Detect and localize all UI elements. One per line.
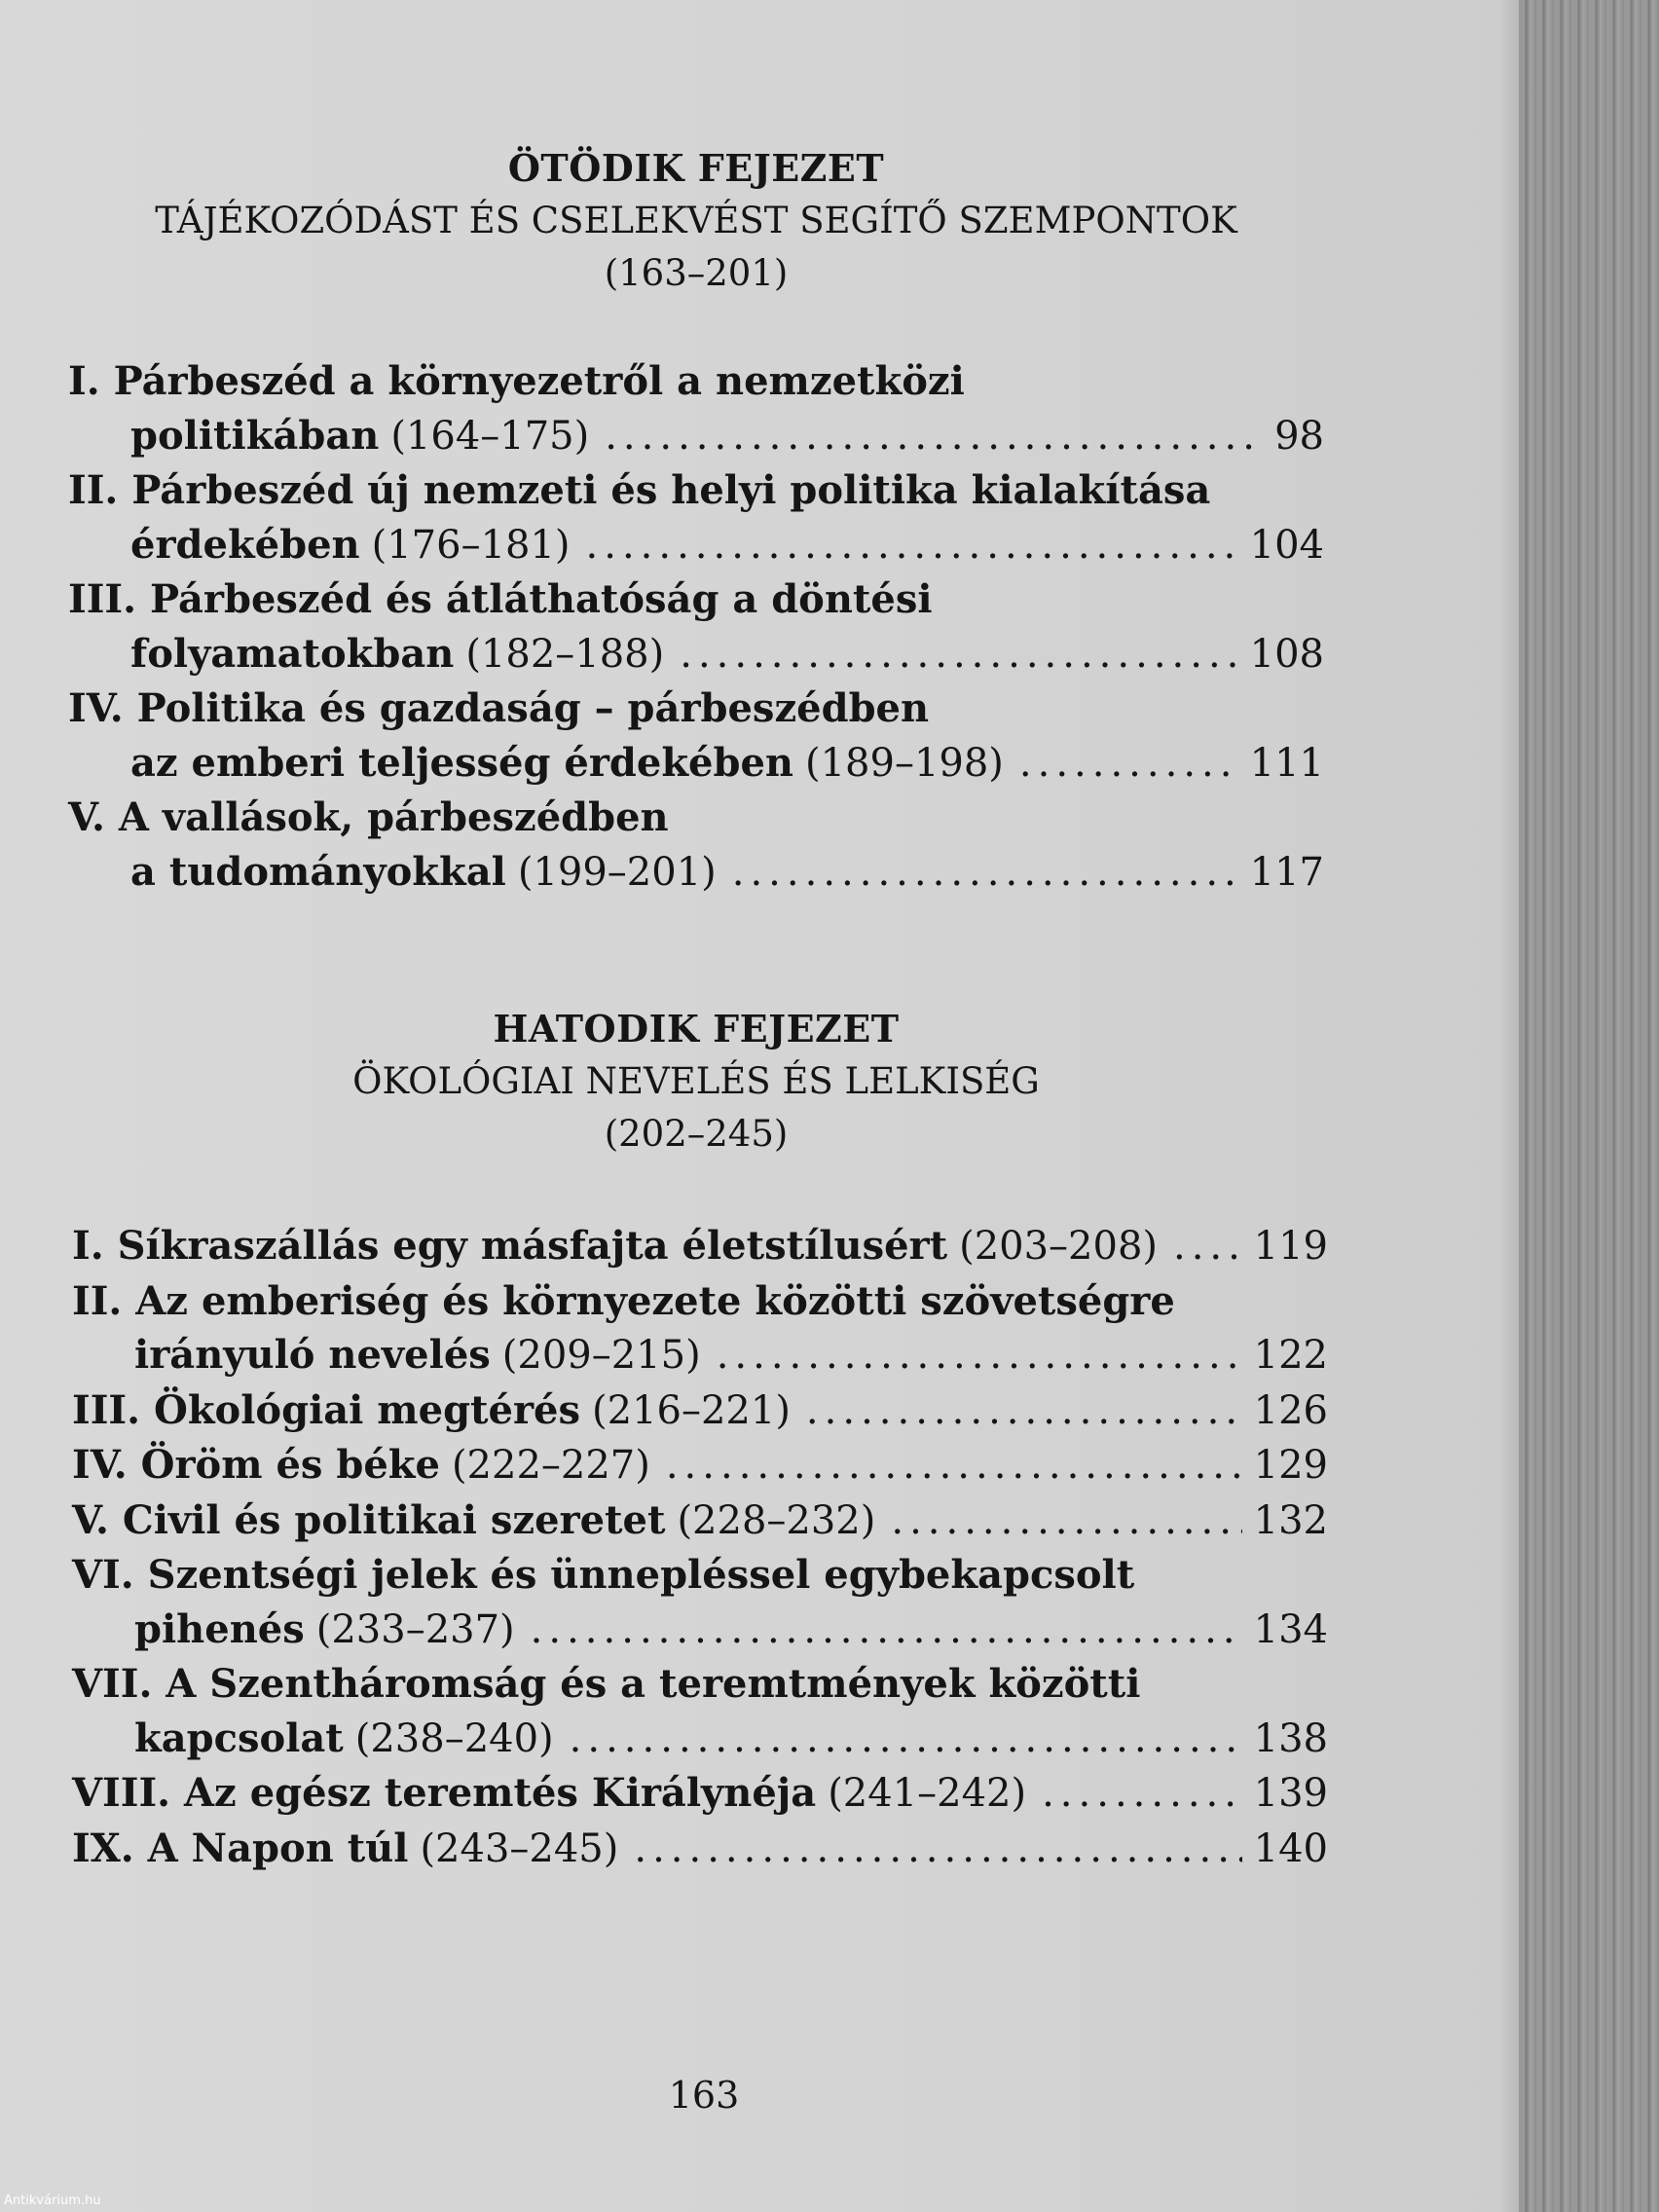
toc-entry (72, 1274, 1328, 1383)
toc-entry (72, 1383, 1328, 1439)
chapter-five-toc (68, 354, 1324, 900)
background-surface (1519, 0, 1659, 2212)
toc-entry-title: III. Párbeszéd és átláthatóság a döntési (68, 576, 933, 622)
watermark: Antikvárium.hu (4, 2194, 101, 2208)
toc-entry-paragraph-range: (203–208) (959, 1224, 1158, 1269)
toc-entry-title: VIII. Az egész teremtés Királynéja (72, 1770, 817, 1816)
toc-entry-paragraph-range: (228–232) (677, 1497, 876, 1543)
toc-entry-title: V. Civil és politikai szeretet (72, 1496, 666, 1543)
toc-entry-title: III. Ökológiai megtérés (72, 1386, 581, 1433)
chapter-five-subtitle: TÁJÉKOZÓDÁST ÉS CSELEKVÉST SEGÍTŐ SZEMPONTOK (155, 200, 1237, 241)
toc-entry-title: II. Az emberiség és környezete közötti szövetségre (72, 1277, 1175, 1324)
toc-entry-page-number: 126 (1253, 1387, 1328, 1433)
toc-entry-paragraph-range: (241–242) (828, 1771, 1027, 1816)
toc-entry-page-number: 122 (1253, 1333, 1328, 1378)
dot-leader (531, 1604, 1242, 1658)
toc-entry-title-continued: az emberi teljesség érdekében (130, 739, 793, 786)
toc-entry (68, 791, 1324, 900)
toc-entry-paragraph-range: (243–245) (420, 1825, 619, 1871)
dot-leader (1042, 1767, 1242, 1822)
toc-entry (72, 1548, 1328, 1657)
toc-entry (72, 1219, 1328, 1274)
toc-entry-page-number: 98 (1274, 413, 1324, 459)
toc-entry-paragraph-range: (238–240) (354, 1715, 554, 1761)
chapter-five-header (0, 142, 1392, 300)
toc-entry (68, 463, 1324, 572)
toc-entry-title-continued: folyamatokban (130, 630, 455, 677)
toc-entry-title-continued: kapcsolat (134, 1714, 344, 1761)
dot-leader (634, 1823, 1241, 1877)
toc-entry (68, 572, 1324, 682)
toc-entry-page-number: 129 (1253, 1443, 1328, 1488)
toc-entry-paragraph-range: (216–221) (592, 1387, 791, 1433)
toc-entry-paragraph-range: (222–227) (451, 1443, 650, 1488)
dot-leader (586, 519, 1238, 573)
toc-entry (72, 1657, 1328, 1766)
chapter-five-title: ÖTÖDIK FEJEZET (507, 146, 885, 190)
toc-entry-title: VII. A Szentháromság és a teremtmények közötti (72, 1661, 1141, 1707)
toc-entry-paragraph-range: (176–181) (371, 522, 571, 568)
toc-entry-paragraph-range: (199–201) (517, 849, 717, 895)
toc-entry-paragraph-range: (182–188) (465, 631, 665, 677)
toc-entry-page-number: 140 (1253, 1825, 1328, 1871)
chapter-six-subtitle: ÖKOLÓGIAI NEVELÉS ÉS LELKISÉG (352, 1060, 1040, 1102)
chapter-five-range: (163–201) (604, 252, 789, 294)
toc-entry-title: V. A vallások, párbeszédben (68, 794, 669, 840)
toc-entry-page-number: 104 (1249, 522, 1324, 568)
toc-entry-title: IV. Öröm és béke (72, 1442, 440, 1488)
dot-leader (680, 628, 1237, 682)
toc-entry-title: VI. Szentségi jelek és ünnepléssel egybekapcsolt (72, 1552, 1135, 1598)
toc-entry (72, 1822, 1328, 1877)
dot-leader (605, 410, 1263, 464)
page-edge-shadow (1499, 0, 1519, 2212)
chapter-six-range: (202–245) (604, 1113, 789, 1155)
toc-entry-page-number: 134 (1253, 1606, 1328, 1652)
toc-entry-paragraph-range: (164–175) (390, 413, 590, 459)
dot-leader (806, 1384, 1242, 1439)
toc-entry (72, 1438, 1328, 1493)
toc-entry-title-continued: irányuló nevelés (134, 1332, 491, 1378)
toc-entry-title: IX. A Napon túl (72, 1825, 409, 1871)
toc-entry-title-continued: pihenés (134, 1605, 305, 1652)
toc-entry (72, 1766, 1328, 1822)
chapter-six-title: HATODIK FEJEZET (493, 1007, 900, 1051)
dot-leader (1019, 737, 1238, 792)
toc-entry-title: I. Síkraszállás egy másfajta életstílusért (72, 1223, 948, 1269)
dot-leader (1173, 1220, 1242, 1274)
toc-entry-page-number: 139 (1253, 1771, 1328, 1816)
toc-entry-page-number: 119 (1253, 1224, 1328, 1269)
toc-entry (68, 682, 1324, 791)
toc-entry-page-number: 117 (1249, 849, 1324, 895)
toc-entry-paragraph-range: (209–215) (501, 1333, 701, 1378)
toc-entry-title-continued: a tudományokkal (130, 848, 506, 895)
toc-entry-title: II. Párbeszéd új nemzeti és helyi politika kialakítása (68, 467, 1211, 513)
toc-entry (72, 1493, 1328, 1549)
toc-entry-title: IV. Politika és gazdaság – párbeszédben (68, 685, 930, 731)
chapter-six-header (0, 1003, 1392, 1161)
chapter-six-toc (72, 1219, 1328, 1876)
dot-leader (732, 846, 1238, 901)
dot-leader (717, 1329, 1242, 1383)
dot-leader (570, 1713, 1242, 1767)
dot-leader (891, 1494, 1241, 1549)
toc-entry-title-continued: érdekében (130, 521, 360, 568)
dot-leader (666, 1439, 1242, 1493)
toc-entry-page-number: 132 (1253, 1497, 1328, 1543)
toc-entry-paragraph-range: (233–237) (315, 1606, 515, 1652)
toc-entry-page-number: 108 (1249, 631, 1324, 677)
toc-entry-title-continued: politikában (130, 412, 380, 459)
page-number: 163 (668, 2074, 740, 2117)
toc-entry (68, 354, 1324, 463)
toc-entry-title: I. Párbeszéd a környezetről a nemzetközi (68, 358, 965, 404)
toc-entry-page-number: 138 (1253, 1715, 1328, 1761)
toc-entry-page-number: 111 (1249, 740, 1324, 786)
toc-entry-paragraph-range: (189–198) (804, 740, 1004, 786)
